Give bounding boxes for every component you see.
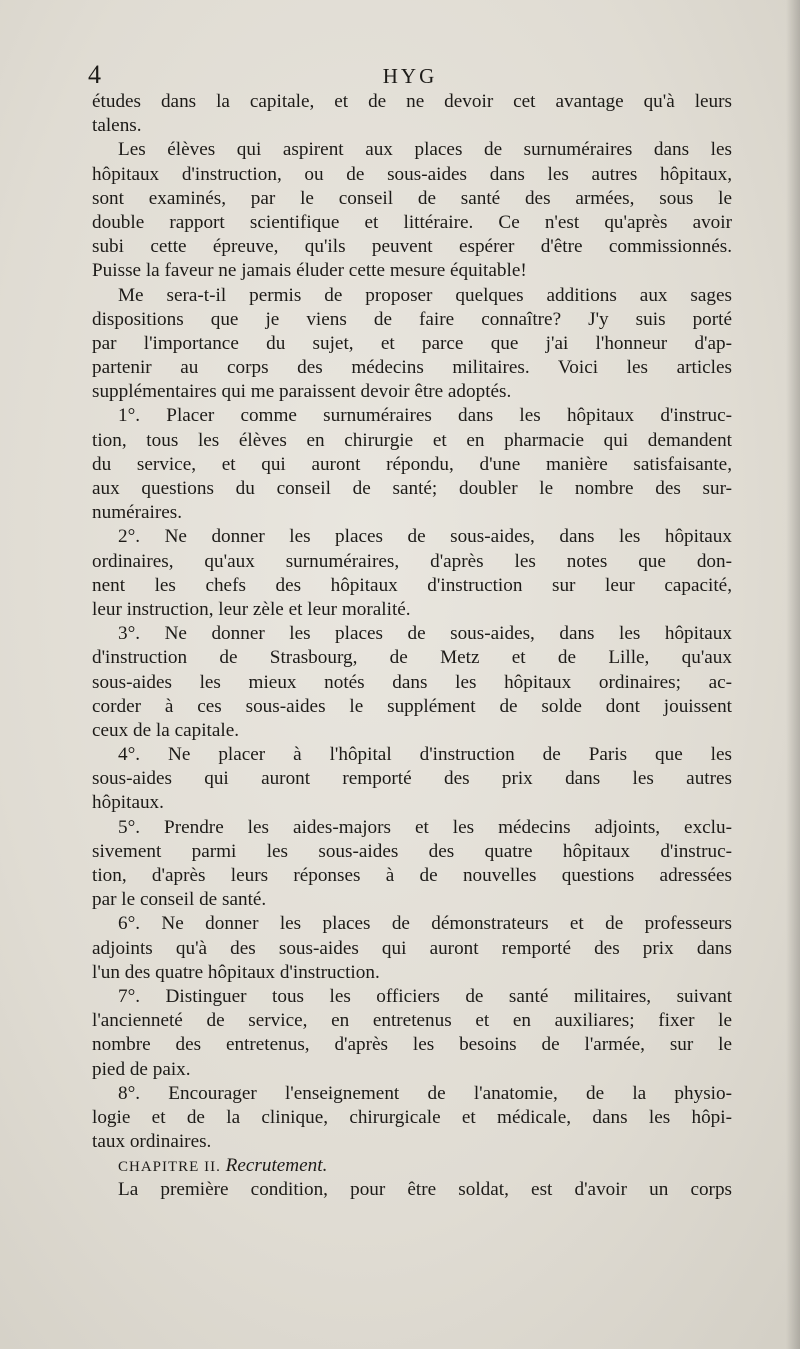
text-line: l'un des quatre hôpitaux d'instruction. xyxy=(92,961,380,983)
text-line: supplémentaires qui me paraissent devoir être adoptés. xyxy=(92,381,512,403)
text-line: hôpitaux d'instruction, ou de sous-aides dans les autres hôpitaux, xyxy=(92,163,732,185)
text-line: talens. xyxy=(92,115,142,137)
text-line: 7°. Distinguer tous les officiers de santé militaires, suivant xyxy=(118,985,732,1007)
text-line: La première condition, pour être soldat, est d'avoir un corps xyxy=(118,1179,732,1201)
text-line: l'ancienneté de service, en entretenus et en auxiliares; fixer le xyxy=(92,1010,732,1032)
text-line: sous-aides qui auront remporté des prix dans les autres xyxy=(92,768,732,790)
page-number: 4 xyxy=(88,60,101,89)
text-line: par le conseil de santé. xyxy=(92,889,267,911)
text-line: Puisse la faveur ne jamais éluder cette mesure équitable! xyxy=(92,260,527,282)
text-line: études dans la capitale, et de ne devoir cet avantage qu'à leurs xyxy=(92,91,732,112)
text-line: corder à ces sous-aides le supplément de solde dont jouissent xyxy=(92,695,732,717)
text-line: double rapport scientifique et littéraire. Ce n'est qu'après avoir xyxy=(92,211,732,233)
text-line: 8°. Encourager l'enseignement de l'anatomie, de la physio- xyxy=(118,1082,732,1104)
text-line: nombre des entretenus, d'après les besoins de l'armée, sur le xyxy=(92,1034,732,1056)
text-line: ordinaires, qu'aux surnuméraires, d'après les notes que don- xyxy=(92,550,732,572)
text-line: ceux de la capitale. xyxy=(92,719,240,741)
text-line: pied de paix. xyxy=(92,1058,191,1080)
text-line: numéraires. xyxy=(92,502,183,524)
chapter-label: CHAPITRE II. xyxy=(118,1159,221,1176)
running-head: HYG xyxy=(382,64,438,88)
chapter-title: Recrutement. xyxy=(225,1155,328,1177)
text-line: sous-aides les mieux notés dans les hôpitaux ordinaires; ac- xyxy=(92,671,732,693)
text-line: leur instruction, leur zèle et leur moralité. xyxy=(92,598,411,620)
text-line: dispositions que je viens de faire connaître? J'y suis porté xyxy=(92,308,732,330)
text-line: 4°. Ne placer à l'hôpital d'instruction de Paris que les xyxy=(118,744,732,766)
text-line: Me sera-t-il permis de proposer quelques additions aux sages xyxy=(118,284,732,306)
chapter-heading xyxy=(92,1154,732,1178)
text-line: sont examinés, par le conseil de santé des armées, sous le xyxy=(92,187,732,209)
text-line: adjoints qu'à des sous-aides qui auront remporté des prix dans xyxy=(92,937,732,959)
body-text xyxy=(92,90,732,1203)
text-line: Les élèves qui aspirent aux places de surnuméraires dans les xyxy=(118,139,732,161)
text-line: partenir au corps des médecins militaires. Voici les articles xyxy=(92,357,732,379)
text-line: nent les chefs des hôpitaux d'instruction sur leur capacité, xyxy=(92,574,732,596)
text-line: sivement parmi les sous-aides des quatre hôpitaux d'instruc- xyxy=(92,840,732,862)
page-edge-shadow xyxy=(786,0,800,1349)
text-line: subi cette épreuve, qu'ils peuvent espérer d'être commissionnés. xyxy=(92,236,732,258)
text-line: d'instruction de Strasbourg, de Metz et de Lille, qu'aux xyxy=(92,647,732,669)
text-line: 3°. Ne donner les places de sous-aides, dans les hôpitaux xyxy=(118,623,732,645)
text-line: taux ordinaires. xyxy=(92,1131,212,1153)
text-line: tion, d'après leurs réponses à de nouvelles questions adressées xyxy=(92,865,732,886)
text-line: 5°. Prendre les aides-majors et les médecins adjoints, exclu- xyxy=(118,816,732,838)
page-header xyxy=(88,60,732,90)
text-line: du service, et qui auront répondu, d'une manière satisfaisante, xyxy=(92,453,732,475)
text-line: aux questions du conseil de santé; doubler le nombre des sur- xyxy=(92,478,732,499)
text-line: hôpitaux. xyxy=(92,792,164,814)
text-line: 6°. Ne donner les places de démonstrateurs et de professeurs xyxy=(118,913,732,935)
text-line: 2°. Ne donner les places de sous-aides, dans les hôpitaux xyxy=(118,526,732,548)
text-line: logie et de la clinique, chirurgicale et médicale, dans les hôpi- xyxy=(92,1106,732,1128)
text-line: 1°. Placer comme surnuméraires dans les hôpitaux d'instruc- xyxy=(118,405,732,427)
text-line: par l'importance du sujet, et parce que j'ai l'honneur d'ap- xyxy=(92,332,732,354)
text-line: tion, tous les élèves en chirurgie et en pharmacie qui demandent xyxy=(92,429,732,451)
